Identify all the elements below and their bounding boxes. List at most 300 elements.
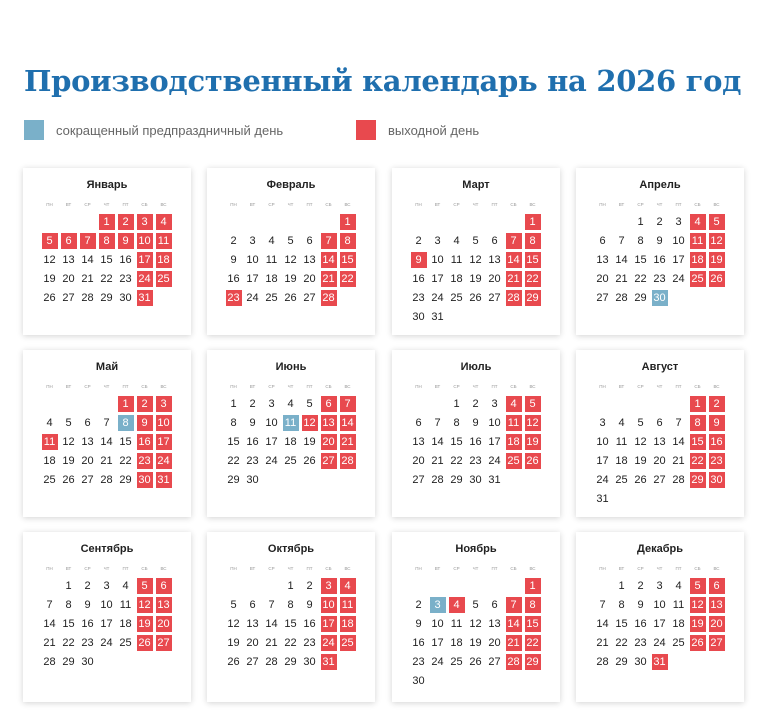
- day-cell: [224, 250, 243, 269]
- empty-cell: [224, 212, 243, 231]
- day-cell-off: [707, 231, 726, 250]
- empty-cell: [428, 394, 447, 413]
- day-cell: [612, 250, 631, 269]
- weekday-label: ПН: [230, 566, 237, 571]
- day-cell-off: [135, 432, 154, 451]
- day-number: 21: [81, 272, 94, 285]
- day-number: 1: [525, 578, 541, 594]
- day-number: 15: [100, 253, 113, 266]
- weekday-label: ПН: [415, 202, 422, 207]
- day-cell: [97, 576, 116, 595]
- day-number: 10: [672, 234, 685, 247]
- day-cell: [485, 432, 504, 451]
- day-number: 13: [653, 435, 666, 448]
- day-cell: [40, 652, 59, 671]
- day-number: 17: [672, 253, 685, 266]
- day-cell: [593, 614, 612, 633]
- month-name: Май: [95, 361, 119, 373]
- day-number: 7: [506, 597, 522, 613]
- day-number: 4: [156, 214, 172, 230]
- day-number: 9: [415, 617, 422, 630]
- day-cell: [262, 231, 281, 250]
- day-number: 22: [634, 272, 647, 285]
- day-number: 6: [306, 234, 313, 247]
- day-number: 13: [488, 617, 501, 630]
- days-grid: [40, 212, 173, 307]
- weekday-label: ПН: [46, 202, 53, 207]
- day-cell-off: [523, 451, 542, 470]
- weekday-label: ЧТ: [472, 202, 479, 207]
- day-cell: [485, 394, 504, 413]
- day-number: 14: [43, 617, 56, 630]
- day-number: 5: [472, 598, 479, 611]
- day-number: 24: [488, 454, 501, 467]
- day-cell-off: [97, 231, 116, 250]
- day-cell-off: [154, 451, 173, 470]
- day-cell-off: [523, 432, 542, 451]
- day-number: 18: [691, 253, 704, 266]
- day-cell: [485, 250, 504, 269]
- day-number: 30: [412, 674, 425, 687]
- weekday-label: ПН: [46, 566, 53, 571]
- day-cell-off: [504, 614, 523, 633]
- day-number: 7: [434, 416, 441, 429]
- day-number: 8: [287, 598, 294, 611]
- weekday-label: ЧТ: [287, 566, 294, 571]
- weekday-label: СР: [637, 384, 644, 389]
- day-number: 12: [284, 253, 297, 266]
- day-cell: [97, 633, 116, 652]
- day-cell: [224, 432, 243, 451]
- day-cell: [485, 451, 504, 470]
- day-cell: [40, 614, 59, 633]
- month-name: Февраль: [266, 179, 316, 191]
- empty-cell: [409, 212, 428, 231]
- day-cell-off: [688, 269, 707, 288]
- day-number: 28: [615, 291, 628, 304]
- day-cell: [593, 489, 612, 508]
- day-number: 1: [65, 579, 72, 592]
- day-number: 25: [265, 291, 278, 304]
- day-number: 4: [449, 597, 465, 613]
- day-number: 11: [690, 233, 706, 249]
- empty-cell: [504, 212, 523, 231]
- weekday-header: [593, 566, 726, 572]
- day-cell: [300, 432, 319, 451]
- month-card: [576, 532, 744, 702]
- day-cell: [447, 413, 466, 432]
- empty-cell: [466, 576, 485, 595]
- day-cell: [650, 413, 669, 432]
- day-number: 30: [653, 291, 666, 304]
- day-number: 5: [42, 233, 58, 249]
- day-number: 23: [653, 272, 666, 285]
- days-grid: [40, 576, 173, 671]
- day-number: 30: [634, 655, 647, 668]
- day-cell-off: [154, 595, 173, 614]
- day-number: 29: [119, 473, 132, 486]
- day-number: 4: [506, 396, 522, 412]
- day-number: 2: [472, 397, 479, 410]
- days-grid: [409, 212, 542, 326]
- weekday-label: СБ: [510, 202, 517, 207]
- day-cell: [243, 413, 262, 432]
- day-cell-off: [97, 212, 116, 231]
- day-cell-off: [707, 269, 726, 288]
- weekday-label: ВС: [529, 202, 536, 207]
- day-number: 24: [157, 454, 170, 467]
- day-number: 5: [230, 598, 237, 611]
- day-number: 6: [249, 598, 256, 611]
- weekday-label: ПТ: [122, 202, 129, 207]
- day-cell: [428, 470, 447, 489]
- day-cell: [466, 288, 485, 307]
- day-number: 28: [341, 454, 354, 467]
- weekday-header: [409, 384, 542, 390]
- day-cell: [593, 595, 612, 614]
- day-number: 6: [656, 416, 663, 429]
- day-cell-off: [523, 394, 542, 413]
- day-number: 23: [227, 291, 240, 304]
- day-cell: [59, 633, 78, 652]
- day-cell: [428, 451, 447, 470]
- day-number: 5: [137, 578, 153, 594]
- day-cell-off: [338, 451, 357, 470]
- day-number: 12: [227, 617, 240, 630]
- day-number: 16: [246, 435, 259, 448]
- day-number: 8: [230, 416, 237, 429]
- day-number: 25: [284, 454, 297, 467]
- day-cell-off: [154, 231, 173, 250]
- weekday-label: ПН: [46, 384, 53, 389]
- day-number: 15: [227, 435, 240, 448]
- day-number: 1: [525, 214, 541, 230]
- day-number: 11: [672, 598, 685, 611]
- day-cell: [466, 413, 485, 432]
- day-number: 19: [62, 454, 75, 467]
- day-cell: [243, 269, 262, 288]
- day-cell: [224, 231, 243, 250]
- day-cell: [428, 307, 447, 326]
- day-number: 22: [119, 454, 132, 467]
- day-cell: [466, 652, 485, 671]
- day-number: 17: [431, 636, 444, 649]
- day-number: 9: [84, 598, 91, 611]
- month-card: [576, 168, 744, 335]
- day-number: 30: [469, 473, 482, 486]
- day-number: 10: [265, 416, 278, 429]
- month-name: Ноябрь: [455, 543, 497, 555]
- day-cell-off: [154, 413, 173, 432]
- day-number: 28: [507, 291, 520, 304]
- day-cell-off: [338, 212, 357, 231]
- day-cell: [300, 633, 319, 652]
- weekday-label: ПТ: [122, 566, 129, 571]
- weekday-label: ВС: [344, 384, 351, 389]
- days-grid: [224, 576, 357, 671]
- day-number: 29: [526, 291, 539, 304]
- day-number: 24: [672, 272, 685, 285]
- day-number: 31: [596, 492, 609, 505]
- day-cell: [281, 269, 300, 288]
- day-number: 14: [615, 253, 628, 266]
- day-number: 21: [507, 272, 520, 285]
- day-number: 16: [81, 617, 94, 630]
- weekday-label: ВС: [160, 202, 167, 207]
- day-number: 6: [156, 578, 172, 594]
- day-cell-off: [523, 652, 542, 671]
- day-cell: [59, 451, 78, 470]
- day-number: 14: [431, 435, 444, 448]
- day-cell: [650, 231, 669, 250]
- month-card: [392, 168, 560, 335]
- day-number: 3: [137, 214, 153, 230]
- day-number: 17: [157, 435, 170, 448]
- day-number: 26: [62, 473, 75, 486]
- day-cell: [447, 470, 466, 489]
- day-cell: [78, 470, 97, 489]
- month-name: Сентябрь: [80, 543, 134, 555]
- day-number: 23: [710, 454, 723, 467]
- day-cell-short: [650, 288, 669, 307]
- day-number: 29: [62, 655, 75, 668]
- day-cell: [593, 288, 612, 307]
- weekday-header: [40, 202, 173, 208]
- days-grid: [593, 212, 726, 307]
- day-cell-off: [688, 250, 707, 269]
- day-number: 20: [653, 454, 666, 467]
- weekday-label: ПТ: [675, 566, 682, 571]
- weekday-label: ВТ: [65, 384, 72, 389]
- day-cell: [224, 470, 243, 489]
- day-number: 14: [341, 416, 354, 429]
- weekday-label: ПН: [599, 384, 606, 389]
- empty-cell: [631, 394, 650, 413]
- day-number: 15: [450, 435, 463, 448]
- day-number: 19: [138, 617, 151, 630]
- day-number: 10: [596, 435, 609, 448]
- day-number: 19: [526, 435, 539, 448]
- day-cell-off: [319, 394, 338, 413]
- day-cell: [243, 250, 262, 269]
- day-number: 20: [596, 272, 609, 285]
- day-cell: [243, 595, 262, 614]
- empty-cell: [447, 576, 466, 595]
- day-number: 16: [119, 253, 132, 266]
- day-number: 14: [507, 617, 520, 630]
- day-cell: [593, 250, 612, 269]
- day-cell: [593, 470, 612, 489]
- day-number: 26: [43, 291, 56, 304]
- day-cell-off: [523, 614, 542, 633]
- day-cell: [466, 614, 485, 633]
- day-cell-off: [338, 269, 357, 288]
- day-cell: [59, 269, 78, 288]
- weekday-label: ВС: [529, 566, 536, 571]
- day-cell-off: [504, 250, 523, 269]
- day-cell: [593, 451, 612, 470]
- day-cell: [428, 614, 447, 633]
- day-cell-off: [319, 250, 338, 269]
- day-number: 20: [488, 272, 501, 285]
- day-cell-off: [707, 576, 726, 595]
- day-cell: [447, 614, 466, 633]
- day-number: 13: [412, 435, 425, 448]
- day-number: 19: [469, 636, 482, 649]
- day-cell: [281, 394, 300, 413]
- day-number: 19: [634, 454, 647, 467]
- days-grid: [409, 394, 542, 489]
- empty-cell: [40, 394, 59, 413]
- weekday-label: СБ: [325, 384, 332, 389]
- day-number: 2: [415, 598, 422, 611]
- empty-cell: [40, 576, 59, 595]
- day-number: 27: [412, 473, 425, 486]
- weekday-label: СР: [268, 202, 275, 207]
- day-number: 21: [672, 454, 685, 467]
- month-card: [23, 168, 191, 335]
- day-cell: [262, 413, 281, 432]
- day-number: 3: [156, 396, 172, 412]
- day-number: 26: [710, 272, 723, 285]
- day-number: 8: [65, 598, 72, 611]
- day-number: 8: [453, 416, 460, 429]
- day-number: 12: [634, 435, 647, 448]
- weekday-label: ПТ: [491, 384, 498, 389]
- day-cell: [669, 633, 688, 652]
- day-cell-off: [504, 288, 523, 307]
- empty-cell: [650, 394, 669, 413]
- day-cell: [281, 614, 300, 633]
- day-cell: [593, 652, 612, 671]
- day-number: 16: [227, 272, 240, 285]
- day-number: 15: [341, 253, 354, 266]
- weekday-label: ЧТ: [656, 384, 663, 389]
- day-number: 28: [322, 291, 335, 304]
- day-number: 19: [284, 272, 297, 285]
- day-cell: [281, 595, 300, 614]
- day-cell: [447, 269, 466, 288]
- weekday-label: ЧТ: [287, 384, 294, 389]
- weekday-header: [593, 202, 726, 208]
- day-cell: [262, 633, 281, 652]
- day-cell-off: [338, 394, 357, 413]
- day-cell-off: [154, 576, 173, 595]
- day-number: 3: [675, 215, 682, 228]
- day-number: 17: [431, 272, 444, 285]
- day-cell-off: [319, 614, 338, 633]
- day-number: 7: [599, 598, 606, 611]
- day-number: 31: [157, 473, 170, 486]
- days-grid: [593, 576, 726, 671]
- day-number: 23: [412, 655, 425, 668]
- day-number: 9: [709, 415, 725, 431]
- day-number: 20: [62, 272, 75, 285]
- day-number: 7: [340, 396, 356, 412]
- day-cell-off: [523, 250, 542, 269]
- day-number: 1: [230, 397, 237, 410]
- day-cell: [485, 595, 504, 614]
- day-cell-off: [135, 394, 154, 413]
- day-number: 26: [284, 291, 297, 304]
- day-number: 4: [268, 234, 275, 247]
- empty-cell: [262, 212, 281, 231]
- day-cell: [447, 432, 466, 451]
- day-cell: [612, 288, 631, 307]
- weekday-label: ПТ: [122, 384, 129, 389]
- day-number: 10: [431, 253, 444, 266]
- day-number: 28: [81, 291, 94, 304]
- day-number: 26: [469, 655, 482, 668]
- month-card: [576, 350, 744, 517]
- day-cell-off: [504, 231, 523, 250]
- day-number: 20: [303, 272, 316, 285]
- day-cell: [243, 652, 262, 671]
- empty-cell: [224, 576, 243, 595]
- day-number: 30: [412, 310, 425, 323]
- day-number: 29: [284, 655, 297, 668]
- day-number: 23: [138, 454, 151, 467]
- day-number: 23: [246, 454, 259, 467]
- day-number: 21: [100, 454, 113, 467]
- day-number: 2: [84, 579, 91, 592]
- empty-cell: [59, 212, 78, 231]
- day-number: 16: [653, 253, 666, 266]
- empty-cell: [485, 576, 504, 595]
- day-cell-off: [135, 576, 154, 595]
- day-number: 22: [284, 636, 297, 649]
- weekday-label: СБ: [694, 566, 701, 571]
- day-number: 14: [322, 253, 335, 266]
- day-number: 13: [322, 416, 335, 429]
- weekday-label: ЧТ: [472, 566, 479, 571]
- weekday-label: ВТ: [249, 384, 256, 389]
- day-number: 10: [488, 416, 501, 429]
- day-number: 13: [596, 253, 609, 266]
- day-number: 10: [100, 598, 113, 611]
- day-number: 20: [488, 636, 501, 649]
- day-cell: [409, 231, 428, 250]
- day-cell: [224, 269, 243, 288]
- day-number: 9: [472, 416, 479, 429]
- day-number: 11: [506, 415, 522, 431]
- day-cell: [612, 269, 631, 288]
- day-cell: [409, 288, 428, 307]
- day-number: 7: [103, 416, 110, 429]
- weekday-label: ПТ: [306, 384, 313, 389]
- empty-cell: [669, 394, 688, 413]
- day-number: 19: [227, 636, 240, 649]
- day-cell: [78, 595, 97, 614]
- day-number: 10: [157, 416, 170, 429]
- day-number: 24: [431, 655, 444, 668]
- day-cell: [116, 576, 135, 595]
- weekday-label: СБ: [325, 566, 332, 571]
- day-cell-off: [504, 595, 523, 614]
- month-card: [207, 350, 375, 517]
- day-cell-off: [504, 269, 523, 288]
- weekday-label: ВТ: [434, 384, 441, 389]
- day-number: 21: [322, 272, 335, 285]
- day-cell: [669, 212, 688, 231]
- day-cell-off: [319, 595, 338, 614]
- month-name: Март: [462, 179, 490, 191]
- day-number: 16: [412, 272, 425, 285]
- weekday-header: [409, 202, 542, 208]
- day-number: 18: [157, 253, 170, 266]
- day-cell-off: [135, 269, 154, 288]
- day-cell: [593, 413, 612, 432]
